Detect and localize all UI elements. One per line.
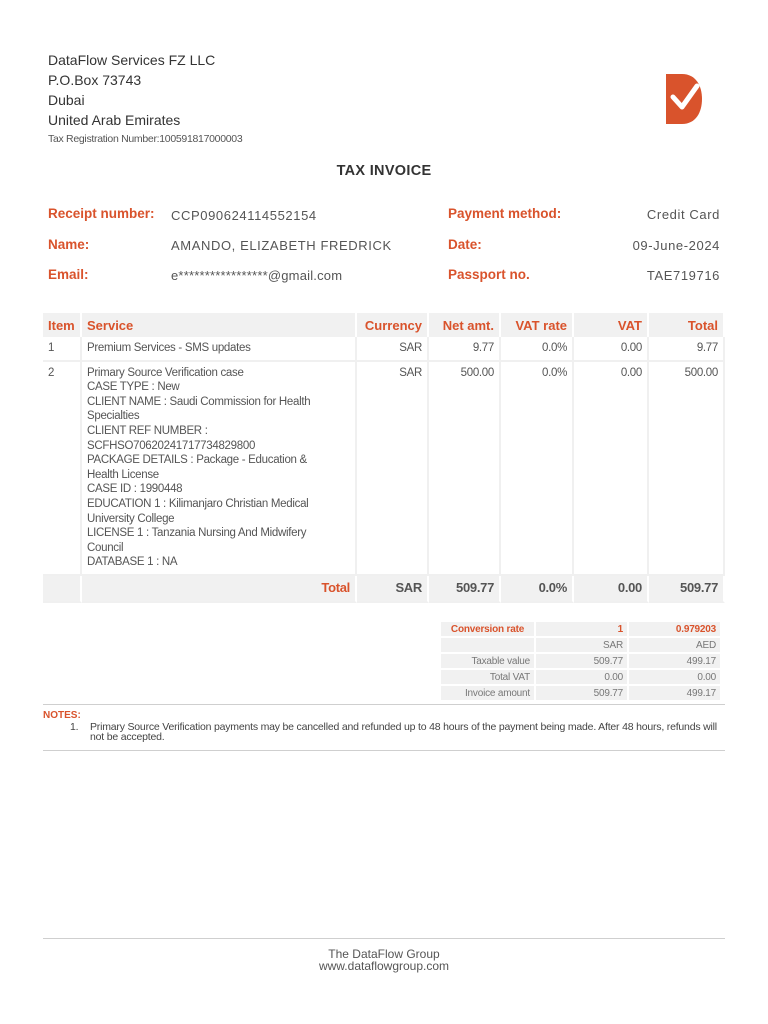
- notes-title: NOTES:: [43, 710, 81, 721]
- service-line: PACKAGE DETAILS : Package - Education &: [87, 454, 307, 467]
- col-currency-header: Currency: [357, 313, 429, 337]
- vat-rate-cell: 0.0%: [501, 362, 574, 576]
- conversion-rate-to: 0.979203: [629, 622, 722, 638]
- currency-cell: SAR: [357, 337, 429, 362]
- conversion-table: [441, 622, 722, 702]
- item-number: 1: [43, 337, 82, 362]
- service-line: Primary Source Verification case: [87, 366, 244, 379]
- company-address: [48, 50, 215, 130]
- service-line: EDUCATION 1 : Kilimanjaro Christian Medical: [87, 497, 309, 510]
- col-vat-rate-header: VAT rate: [501, 313, 574, 337]
- conversion-row-from: 0.00: [536, 670, 629, 686]
- passport-label: Passport no.: [448, 267, 530, 282]
- total-vat-rate: 0.0%: [501, 576, 574, 603]
- items-header-row: [43, 313, 725, 337]
- footer-company: The DataFlow Group: [328, 947, 440, 961]
- table-row: [43, 337, 725, 362]
- company-pobox: P.O.Box 73743: [48, 72, 142, 88]
- email-label: Email:: [48, 267, 89, 282]
- service-line: Health License: [87, 468, 159, 481]
- total-vat: 0.00: [574, 576, 649, 603]
- service-line: CASE ID : 1990448: [87, 483, 183, 496]
- table-row: [441, 670, 722, 686]
- conversion-currency-row: [441, 638, 722, 654]
- date-value: 09-June-2024: [632, 238, 720, 253]
- name-label: Name:: [48, 237, 90, 252]
- total-currency: SAR: [357, 576, 429, 603]
- conversion-currency-from: SAR: [536, 638, 629, 654]
- item-number: 2: [43, 362, 82, 576]
- conversion-row-from: 509.77: [536, 686, 629, 702]
- table-row: [441, 654, 722, 670]
- total-net: 509.77: [429, 576, 501, 603]
- conversion-row-to: 499.17: [629, 686, 722, 702]
- dataflow-logo-icon: [664, 74, 704, 124]
- items-total-row: [43, 576, 725, 603]
- conversion-row-label: Total VAT: [441, 670, 536, 686]
- payment-method-label: Payment method:: [448, 206, 562, 221]
- service-line: LICENSE 1 : Tanzania Nursing And Midwifery: [87, 527, 307, 540]
- table-row: [441, 686, 722, 702]
- tax-registration-number: Tax Registration Number:100591817000003: [48, 133, 243, 145]
- receipt-number-label: Receipt number:: [48, 206, 155, 221]
- vat-cell: 0.00: [574, 337, 649, 362]
- company-country: United Arab Emirates: [48, 112, 181, 128]
- page-title: TAX INVOICE: [336, 163, 432, 179]
- items-table: [43, 313, 725, 603]
- note-item: [70, 722, 720, 742]
- company-name: DataFlow Services FZ LLC: [48, 52, 216, 68]
- col-item-header: Item: [43, 313, 82, 337]
- conversion-rate-from: 1: [536, 622, 629, 638]
- service-line: Specialties: [87, 410, 140, 423]
- company-city: Dubai: [48, 92, 85, 108]
- col-vat-header: VAT: [574, 313, 649, 337]
- total-cell: 9.77: [649, 337, 725, 362]
- conversion-rate-row: [441, 622, 722, 638]
- notes-divider-top: [43, 704, 725, 705]
- service-line: CLIENT REF NUMBER :: [87, 424, 208, 437]
- table-row: [43, 362, 725, 576]
- date-label: Date:: [448, 237, 482, 252]
- notes-divider-bottom: [43, 750, 725, 751]
- note-number: 1.: [70, 721, 79, 733]
- conversion-currency-to: AED: [629, 638, 722, 654]
- vat-rate-cell: 0.0%: [501, 337, 574, 362]
- email-value: e*****************@gmail.com: [171, 268, 343, 283]
- conversion-row-label: Invoice amount: [441, 686, 536, 702]
- passport-value: TAE719716: [646, 268, 720, 283]
- service-line: Premium Services - SMS updates: [87, 342, 251, 354]
- service-line: DATABASE 1 : NA: [87, 556, 178, 569]
- net-cell: 9.77: [429, 337, 501, 362]
- service-line: SCFHSO70620241717734829800: [87, 439, 256, 452]
- total-amount: 509.77: [649, 576, 725, 603]
- conversion-row-to: 499.17: [629, 654, 722, 670]
- receipt-number-value: CCP090624114552154: [171, 208, 317, 223]
- payment-method-value: Credit Card: [646, 207, 720, 222]
- service-line: CLIENT NAME : Saudi Commission for Health: [87, 395, 311, 408]
- currency-cell: SAR: [357, 362, 429, 576]
- service-line: Council: [87, 541, 124, 554]
- name-value: AMANDO, ELIZABETH FREDRICK: [171, 238, 392, 253]
- conversion-row-label: Taxable value: [441, 654, 536, 670]
- service-description: [82, 337, 357, 362]
- conversion-rate-label: Conversion rate: [441, 622, 536, 638]
- col-net-header: Net amt.: [429, 313, 501, 337]
- col-total-header: Total: [649, 313, 725, 337]
- conversion-row-from: 509.77: [536, 654, 629, 670]
- footer-website: www.dataflowgroup.com: [318, 959, 450, 973]
- conversion-empty: [441, 638, 536, 654]
- footer-divider: [43, 938, 725, 939]
- conversion-row-to: 0.00: [629, 670, 722, 686]
- net-cell: 500.00: [429, 362, 501, 576]
- note-text: Primary Source Verification payments may be cancelled and refunded up to 48 hours of the payment being made. After 48 hours, refunds will not be accepted.: [90, 721, 717, 743]
- col-service-header: Service: [82, 313, 357, 337]
- total-label: Total: [82, 576, 357, 603]
- service-line: University College: [87, 512, 175, 525]
- total-spacer: [43, 576, 82, 603]
- service-line: CASE TYPE : New: [87, 381, 180, 394]
- vat-cell: 0.00: [574, 362, 649, 576]
- total-cell: 500.00: [649, 362, 725, 576]
- service-description: [82, 362, 357, 576]
